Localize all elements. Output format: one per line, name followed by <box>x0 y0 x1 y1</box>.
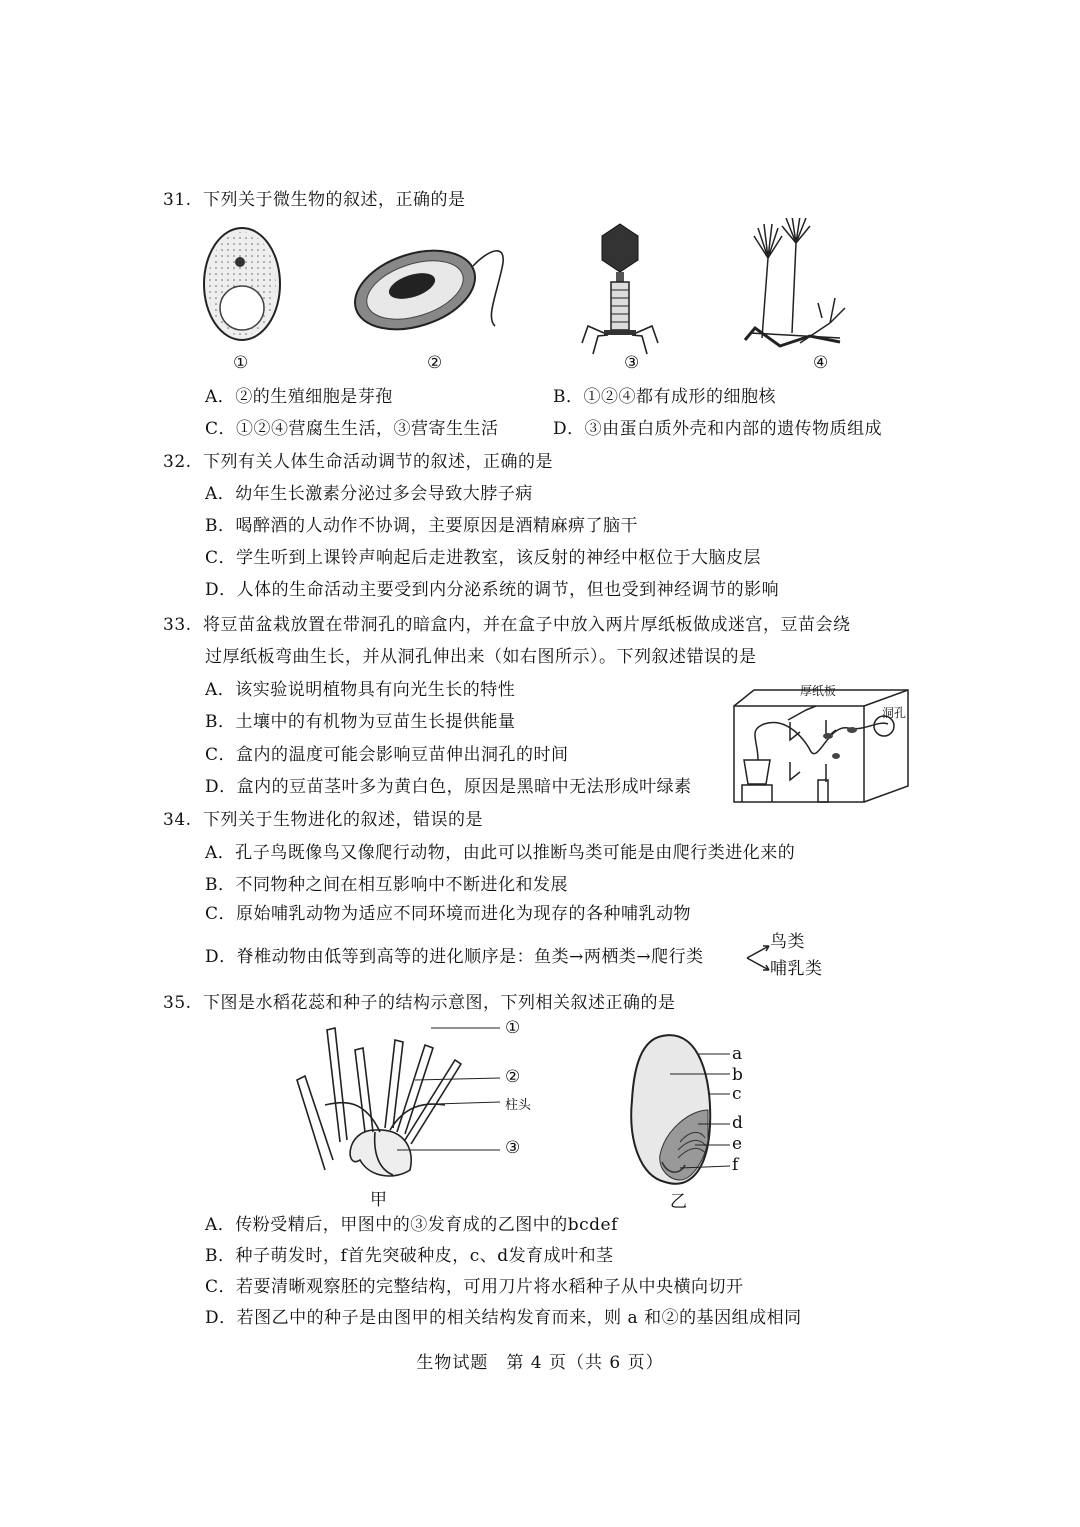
seq-reptile: 爬行类 <box>651 947 704 967</box>
q34-option-b: B．不同物种之间在相互影响中不断进化和发展 <box>205 875 568 895</box>
question-33-stem-cont: 过厚纸板弯曲生长，并从洞孔伸出来（如右图所示）。下列叙述错误的是 <box>205 647 757 667</box>
seed-label-e: e <box>732 1134 743 1154</box>
q33-option-d: D．盒内的豆苗茎叶多为黄白色，原因是黑暗中无法形成叶绿素 <box>205 777 692 797</box>
microbe-figures <box>190 218 890 378</box>
bacteriophage-figure <box>582 224 658 354</box>
question-32-stem: 32. 下列有关人体生命活动调节的叙述，正确的是 <box>163 452 553 472</box>
q31-option-b: B．①②④都有成形的细胞核 <box>553 387 776 407</box>
q32-option-c: C．学生听到上课铃声响起后走进教室，该反射的神经中枢位于大脑皮层 <box>205 548 762 568</box>
q34-option-d: D．脊椎动物由低等到高等的进化顺序是：鱼类→两栖类→爬行类 <box>205 947 704 967</box>
yeast-cell-figure <box>204 228 280 340</box>
penicillium-figure <box>745 218 845 346</box>
figure-jia-label: 甲 <box>370 1190 387 1210</box>
figure-yi-label: 乙 <box>670 1192 687 1212</box>
q34-option-a: A．孔子鸟既像鸟又像爬行动物，由此可以推断鸟类可能是由爬行类进化来的 <box>205 843 796 863</box>
q32-option-b: B．喝醉酒的人动作不协调，主要原因是酒精麻痹了脑干 <box>205 516 638 536</box>
q35-option-c: C．若要清晰观察胚的完整结构，可用刀片将水稻种子从中央横向切开 <box>205 1277 744 1297</box>
q35-option-b: B．种子萌发时，f首先突破种皮，c、d发育成叶和茎 <box>205 1246 614 1266</box>
q31-option-d: D．③由蛋白质外壳和内部的遗传物质组成 <box>553 419 883 439</box>
flower-label-3: ③ <box>505 1138 521 1158</box>
figure-label-1: ① <box>233 353 249 373</box>
q34-option-c: C．原始哺乳动物为适应不同环境而进化为现存的各种哺乳动物 <box>205 904 692 924</box>
rice-seed-figure <box>620 1030 743 1190</box>
q33-option-b: B．土壤中的有机物为豆苗生长提供能量 <box>205 712 516 732</box>
seed-label-c: c <box>732 1084 742 1104</box>
flower-label-stigma: 柱头 <box>505 1098 532 1113</box>
q32-option-a: A．幼年生长激素分泌过多会导致大脖子病 <box>205 484 533 504</box>
flower-label-1: ① <box>505 1018 521 1038</box>
seed-label-f: f <box>732 1155 739 1175</box>
maze-box-figure <box>728 680 918 810</box>
q32-option-d: D．人体的生命活动主要受到内分泌系统的调节，但也受到神经调节的影响 <box>205 580 780 600</box>
q31-option-c: C．①②④营腐生生活，③营寄生生活 <box>205 419 499 439</box>
question-33-stem: 33. 将豆苗盆栽放置在带洞孔的暗盒内，并在盒子中放入两片厚纸板做成迷宫，豆苗会绕 <box>163 615 851 635</box>
figure-label-3: ③ <box>624 353 640 373</box>
seed-label-a: a <box>732 1044 743 1064</box>
seq-amphibian: 两栖类 <box>583 947 637 967</box>
branch-birds: 鸟类 <box>770 932 805 952</box>
seq-fish: 鱼类 <box>534 947 570 967</box>
question-35-stem: 35. 下图是水稻花蕊和种子的结构示意图，下列相关叙述正确的是 <box>163 993 676 1013</box>
branch-mammals: 哺乳类 <box>770 959 823 979</box>
figure-label-2: ② <box>427 353 443 373</box>
page-footer: 生物试题 第 4 页（共 6 页） <box>416 1353 664 1373</box>
seed-label-b: b <box>732 1065 743 1085</box>
q31-option-a: A．②的生殖细胞是芽孢 <box>205 387 393 407</box>
q35-option-d: D．若图乙中的种子是由图甲的相关结构发育而来，则 a 和②的基因组成相同 <box>205 1308 802 1328</box>
q33-option-a: A．该实验说明植物具有向光生长的特性 <box>205 680 516 700</box>
question-31-stem: 31. 下列关于微生物的叙述，正确的是 <box>163 190 466 210</box>
figure-label-4: ④ <box>813 353 829 373</box>
seed-label-d: d <box>732 1113 743 1133</box>
label-hole: 洞孔 <box>882 706 907 720</box>
rice-flower-figure <box>285 1020 535 1190</box>
question-34-stem: 34. 下列关于生物进化的叙述，错误的是 <box>163 810 483 830</box>
bacterium-figure <box>345 237 503 344</box>
q35-option-a: A．传粉受精后，甲图中的③发育成的乙图中的bcdef <box>205 1215 618 1235</box>
flower-label-2: ② <box>505 1067 521 1087</box>
label-cardboard: 厚纸板 <box>800 684 837 698</box>
q33-option-c: C．盒内的温度可能会影响豆苗伸出洞孔的时间 <box>205 745 569 765</box>
